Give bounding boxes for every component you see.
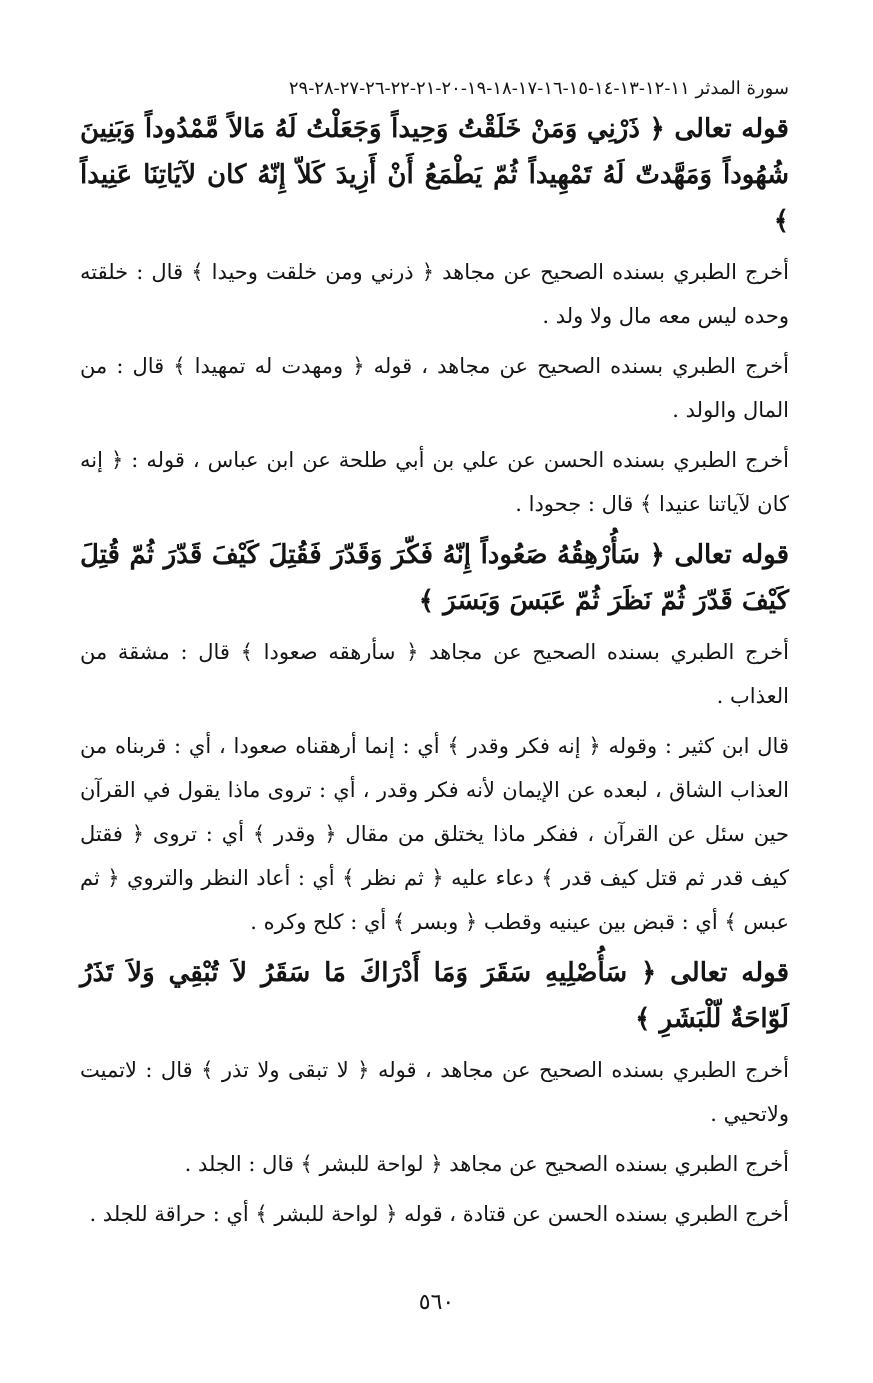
ibn-kathir-paragraph: قال ابن كثير : وقوله ﴿ إنه فكر وقدر ﴾ أي : إنما أرهقناه صعودا ، أي : قربناه من العذاب الشاق ، لبعده عن الإيمان لأنه فكر وقدر ، أي : تروى ماذا يقول في القرآن حين سئل عن القرآن ، ففكر ماذا يختلق من مقال ﴿ وقدر ﴾ أي : تروى ﴿ فقتل كيف قدر ثم قتل كيف قدر ﴾ دعاء عليه ﴿ ثم نظر ﴾ أي : أعاد النظر والتروي ﴿ ثم عبس ﴾ أي : قبض بين عينيه وقطب ﴿ وبسر ﴾ أي : كلح وكره . (80, 734, 789, 934)
commentary-paragraph: أخرج الطبري بسنده الصحيح عن مجاهد ، قوله ﴿ ومهدت له تمهيدا ﴾ قال : من المال والولد . (80, 354, 789, 422)
commentary-paragraph: أخرج الطبري بسنده الصحيح عن مجاهد ﴿ لواحة للبشر ﴾ قال : الجلد . (184, 1152, 789, 1176)
verse-heading-2: قوله تعالى ﴿ سَأُرْهِقُهُ صَعُوداً إِنّهُ فَكّرَ وَقَدّرَ فَقُتِلَ كَيْفَ قَدّرَ ثُمّ قُتِلَ كَيْفَ قَدّرَ ثُمّ نَظَرَ ثُمّ عَبَسَ وَبَسَرَ ﴾ (80, 540, 789, 616)
page-body (80, 76, 789, 1242)
running-head: سورة المدثر ١١-١٢-١٣-١٤-١٥-١٦-١٧-١٨-١٩-٢٠-٢١-٢٢-٢٦-٢٧-٢٨-٢٩ (288, 78, 789, 99)
commentary-paragraph: أخرج الطبري بسنده الصحيح عن مجاهد ، قوله ﴿ لا تبقى ولا تذر ﴾ قال : لاتميت ولاتحيي . (80, 1058, 789, 1126)
verse-heading-1: قوله تعالى ﴿ ذَرْنِي وَمَنْ خَلَقْتُ وَحِيداً وَجَعَلْتُ لَهُ مَالاً مَّمْدُوداً وَبَنِينَ شُهُوداً وَمَهَّدتّ لَهُ تَمْهِيداً ثُمّ يَطْمَعُ أَنْ أَزِيدَ كَلاّ إِنّهُ كان لآيَاتِنَا عَنِيداً ﴾ (80, 114, 789, 236)
commentary-paragraph: أخرج الطبري بسنده الحسن عن قتادة ، قوله ﴿ لواحة للبشر ﴾ أي : حراقة للجلد . (89, 1202, 789, 1226)
page-number: ٥٦٠ (418, 1290, 455, 1315)
commentary-paragraph: أخرج الطبري بسنده الصحيح عن مجاهد ﴿ سأرهقه صعودا ﴾ قال : مشقة من العذاب . (80, 640, 789, 708)
commentary-paragraph: أخرج الطبري بسنده الصحيح عن مجاهد ﴿ ذرني ومن خلقت وحيدا ﴾ قال : خلقته وحده ليس معه مال ولا ولد . (80, 260, 789, 328)
commentary-paragraph: أخرج الطبري بسنده الحسن عن علي بن أبي طلحة عن ابن عباس ، قوله : ﴿ إنه كان لآياتنا عنيدا ﴾ قال : جحودا . (80, 448, 789, 516)
verse-heading-3: قوله تعالى ﴿ سَأُصْلِيهِ سَقَرَ وَمَا أَدْرَاكَ مَا سَقَرُ لاَ تُبْقِي وَلاَ تَذَرُ لَوّاحَةٌ لّلْبَشَرِ ﴾ (80, 958, 789, 1034)
